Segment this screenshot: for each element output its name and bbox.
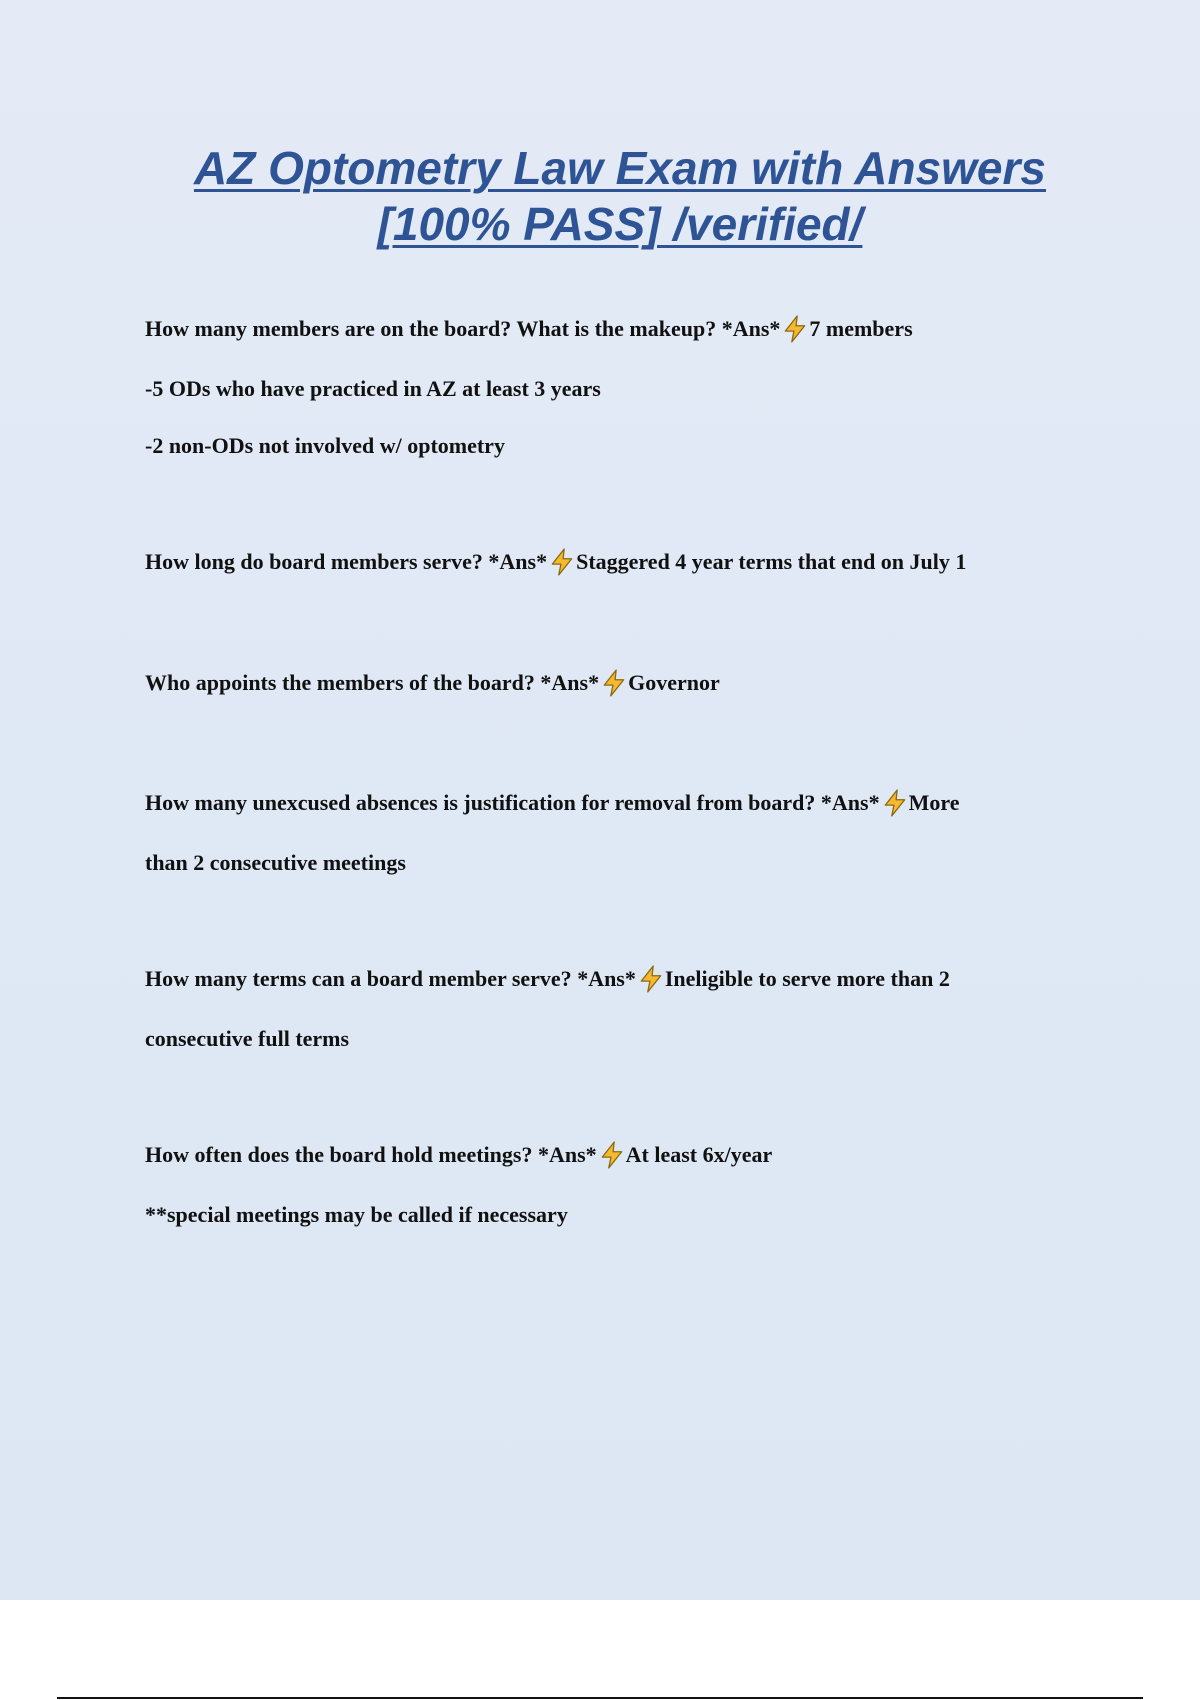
question-text: How many members are on the board? What is the makeup? [145,316,717,341]
note-line: **special meetings may be called if necessary [145,1202,568,1227]
answer-text: Governor [628,670,720,695]
answer-continuation: than 2 consecutive meetings [145,850,406,875]
answer-marker: *Ans* [540,670,600,695]
answer-text: At least 6x/year [625,1142,773,1167]
qa-question-line [145,964,1095,994]
qa-item [145,1140,1095,1230]
lightning-bolt-icon [601,669,627,697]
answer-text: Ineligible to serve more than 2 [664,966,950,991]
qa-question-line [145,1140,1095,1170]
question-text: Who appoints the members of the board? [145,670,535,695]
qa-item [145,668,1095,698]
qa-question-line [145,547,1095,577]
question-text: How often does the board hold meetings? [145,1142,533,1167]
lightning-bolt-icon [882,789,908,817]
qa-question-line [145,788,1095,818]
answer-marker: *Ans* [488,549,548,574]
note-line: -5 ODs who have practiced in AZ at least 3 years [145,376,601,401]
answer-marker: *Ans* [537,1142,597,1167]
page-title-line-2: [100% PASS] /verified/ [377,198,863,250]
lightning-bolt-icon [638,965,664,993]
qa-question-line [145,668,1095,698]
answer-continuation: consecutive full terms [145,1026,350,1051]
answer-text: 7 members [809,316,913,341]
lightning-bolt-icon [782,315,808,343]
page-title [130,140,1110,252]
answer-marker: *Ans* [820,790,880,815]
question-text: How many terms can a board member serve? [145,966,572,991]
answer-text: Staggered 4 year terms that end on July 1 [576,549,967,574]
qa-item [145,964,1095,1054]
qa-question-line [145,314,1095,344]
qa-item [145,314,1095,461]
qa-item [145,788,1095,878]
answer-marker: *Ans* [577,966,636,991]
answer-marker: *Ans* [721,316,781,341]
qa-item [145,547,1095,577]
page-title-line-1: AZ Optometry Law Exam with Answers [193,142,1047,194]
answer-text: More [908,790,960,815]
question-text: How many unexcused absences is justification for removal from board? [145,790,816,815]
footer-divider [57,1697,1143,1699]
lightning-bolt-icon [599,1141,625,1169]
lightning-bolt-icon [549,548,575,576]
question-text: How long do board members serve? [145,549,483,574]
note-line: -2 non-ODs not involved w/ optometry [145,433,505,458]
